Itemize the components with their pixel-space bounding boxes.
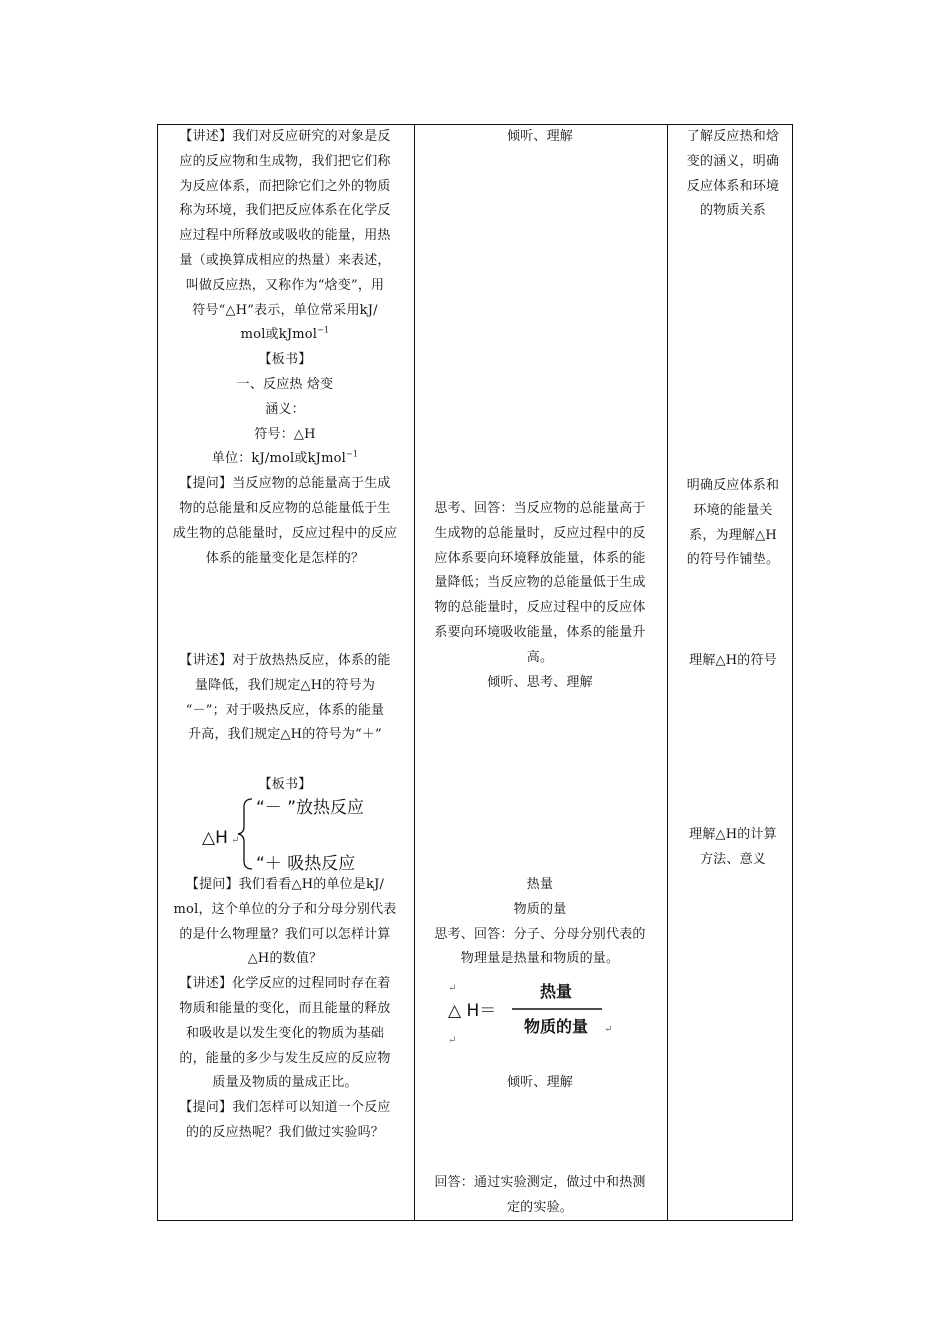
text-line: 物理量是热量和物质的量。	[460, 951, 620, 967]
text-line: 【讲述】对于放热热反应，体系的能	[179, 653, 391, 668]
return-mark: ↵	[448, 1035, 457, 1046]
question-paragraph-2	[166, 873, 404, 1146]
text-line: 热量	[526, 877, 554, 892]
text-line: 量降低，我们规定△H的符号为	[194, 677, 376, 693]
text-line: 为反应体系，而把除它们之外的物质	[179, 178, 391, 194]
lesson-table	[157, 124, 793, 1221]
text-line: 应过程中所释放或吸收的能量，用热	[179, 228, 391, 244]
student-activity-3	[422, 1071, 658, 1096]
unit-text: mol或kJmol	[240, 327, 318, 343]
student-answer-1	[422, 497, 658, 695]
formula-numerator: 热量	[539, 982, 573, 1001]
text-line: 的是什么物理量？我们可以怎样计算	[179, 926, 391, 942]
delta-h-label: △H	[202, 828, 228, 848]
text-line: 物质和能量的变化，而且能量的释放	[179, 1000, 391, 1016]
text-line: 环境的能量关	[693, 502, 773, 518]
text-line: 定的实验。	[506, 1199, 573, 1215]
endothermic-label: “＋ 吸热反应	[256, 854, 356, 874]
text-line: 【提问】我们看看△H的单位是kJ/	[185, 877, 385, 892]
student-answer-2	[422, 873, 658, 972]
unit-text: 单位：kJ/mol或kJmol	[211, 451, 346, 467]
text-line: 叫做反应热，又称作为“焓变”，用	[185, 277, 385, 293]
column-divider-2	[667, 125, 668, 1220]
text-line: 系要向环境吸收能量，体系的能量升	[434, 624, 646, 640]
return-mark: ↵	[448, 983, 457, 994]
text-line: “－”；对于吸热反应，体系的能量	[185, 702, 385, 718]
text-line: 思考、回答：分子、分母分别代表的	[434, 926, 646, 942]
text-line: 倾听、思考、理解	[487, 674, 593, 690]
text-line: 符号“△H”表示，单位常采用kJ/	[192, 302, 378, 318]
text-line: 回答：通过实验测定，做过中和热测	[434, 1175, 646, 1190]
text-line: 理解△H的符号	[689, 653, 777, 668]
text-line: mol，这个单位的分子和分母分别代表	[173, 901, 397, 917]
text-line: 体系的能量变化是怎样的？	[205, 550, 365, 566]
text-line: 反应体系和环境	[686, 178, 780, 194]
student-activity-1	[422, 125, 658, 150]
text-line: 的，能量的多少与发生反应的反应物	[179, 1050, 391, 1066]
board-label: 【板书】	[258, 777, 312, 792]
formula-lhs: △ H＝	[448, 1001, 497, 1021]
text-line: 应的反应物和生成物，我们把它们称	[179, 153, 391, 169]
text-line: 升高，我们规定△H的符号为“＋”	[188, 727, 382, 743]
student-answer-3	[422, 1171, 658, 1221]
text-line: 【讲述】化学反应的过程同时存在着	[179, 976, 391, 992]
text-line: 方法、意义	[699, 851, 766, 867]
text-line: 变的涵义，明确	[686, 153, 780, 169]
goal-3	[678, 649, 788, 674]
text-line: 明确反应体系和	[686, 478, 780, 493]
text-line: 应体系要向环境释放能量，体系的能	[434, 550, 646, 566]
formula-denominator: 物质的量	[523, 1017, 589, 1036]
text-line: 量（或换算成相应的热量）来表述，	[179, 252, 391, 268]
text-line: 【提问】当反应物的总能量高于生成	[179, 476, 391, 492]
text-line: 和吸收是以发生变化的物质为基础	[185, 1025, 384, 1041]
text-line: 了解反应热和焓	[686, 129, 780, 144]
unit-exponent: −1	[345, 450, 359, 460]
board-unit-line	[166, 447, 404, 472]
text-line: 的符号作铺垫。	[686, 552, 780, 568]
unit-line	[166, 323, 404, 348]
goal-2	[678, 474, 788, 573]
board-label: 【板书】	[258, 352, 312, 368]
lecture-paragraph-2	[166, 649, 404, 748]
return-mark: ↵	[604, 1024, 613, 1035]
delta-h-formula	[444, 977, 644, 1049]
board-symbol: 符号：△H	[254, 426, 316, 442]
text-line: 倾听、理解	[506, 129, 573, 144]
text-line: 【提问】我们怎样可以知道一个反应	[179, 1100, 391, 1116]
lecture-paragraph-1	[166, 125, 404, 571]
enthalpy-brace-diagram	[198, 793, 398, 873]
goal-4	[678, 823, 788, 873]
text-line: 成生物的总能量时，反应过程中的反应	[172, 525, 398, 541]
return-mark: ↵	[231, 835, 240, 846]
text-line: 生成物的总能量时，反应过程中的反	[434, 525, 646, 541]
text-line: 物的总能量时，反应过程中的反应体	[434, 600, 646, 616]
goal-1	[678, 125, 788, 224]
text-line: 物的总能量和反应物的总能量低于生	[179, 500, 391, 516]
board-heading: 一、反应热 焓变	[236, 376, 334, 392]
board-meaning: 涵义：	[265, 401, 305, 417]
exothermic-label: “－ ”放热反应	[256, 798, 365, 818]
text-line: 的物质关系	[699, 203, 766, 219]
brace-icon	[238, 799, 252, 869]
column-divider-1	[414, 125, 415, 1220]
text-line: 的的反应热呢？我们做过实验吗？	[185, 1124, 384, 1140]
text-line: 称为环境，我们把反应体系在化学反	[179, 203, 391, 219]
unit-exponent: −1	[317, 326, 330, 336]
text-line: 物质的量	[513, 901, 567, 917]
text-line: 质量及物质的量成正比。	[212, 1075, 358, 1091]
text-line: 【讲述】我们对反应研究的对象是反	[179, 129, 391, 144]
text-line: 量降低；当反应物的总能量低于生成	[434, 575, 646, 591]
text-line: 倾听、理解	[506, 1075, 573, 1090]
text-line: 高。	[526, 649, 554, 665]
text-line: 系，为理解△H	[689, 527, 777, 543]
text-line: 理解△H的计算	[689, 827, 777, 842]
text-line: △H的数值？	[247, 951, 323, 967]
text-line: 思考、回答：当反应物的总能量高于	[434, 501, 646, 516]
